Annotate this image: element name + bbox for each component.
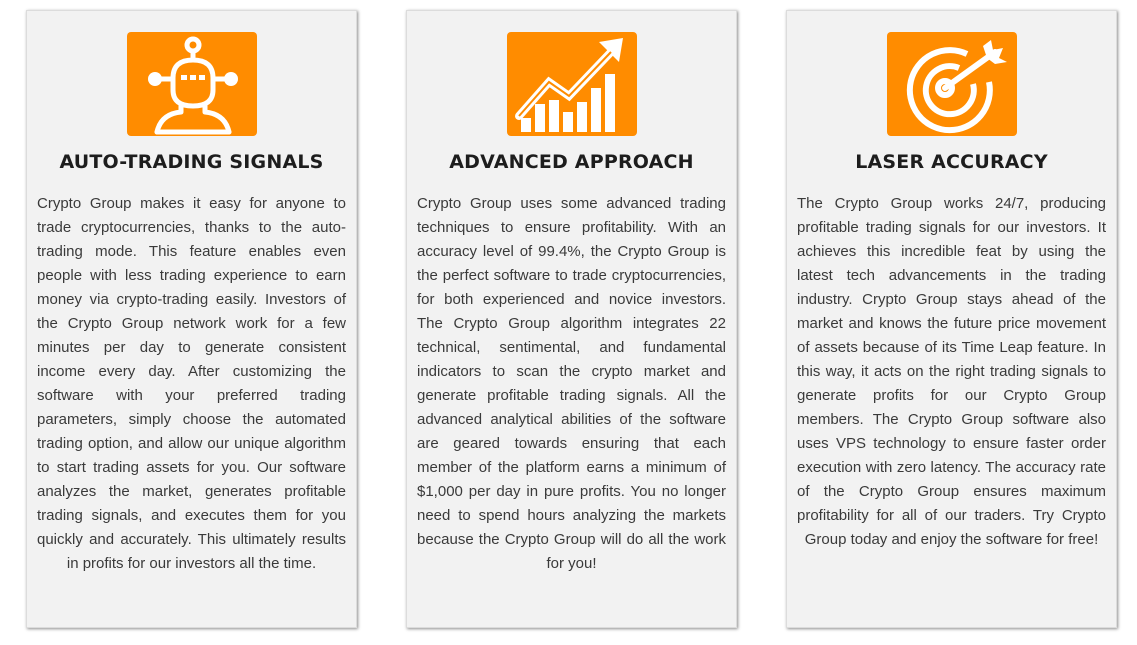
target-arrow-icon [887,32,1017,136]
feature-card-auto-trading [26,10,357,628]
card-title: ADVANCED APPROACH [449,151,694,173]
card-title: AUTO-TRADING SIGNALS [59,151,324,173]
card-description: Crypto Group makes it easy for anyone to trade cryptocurrencies, thanks to the auto-trading mode. This feature enables even people with less trading experience to earn money via crypto-trading easily. Investors of the Crypto Group network work for a few minutes per day to generate consistent income every day. After customizing the software with your preferred trading parameters, simply choose the automated trading option, and allow our unique algorithm to start trading assets for you. Our software analyzes the market, generates profitable trading signals, and executes them for you quickly and accurately. This ultimately results in profits for our investors all the time. [37,195,346,572]
feature-card-advanced-approach [406,10,737,628]
card-description: Crypto Group uses some advanced trading techniques to ensure profitability. With an accuracy level of 99.4%, the Crypto Group is the perfect software to trade cryptocurrencies, for both experienced and novice investors. The Crypto Group algorithm integrates 22 technical, sentimental, and fundamental indicators to scan the crypto market and generate profitable trading signals. All the advanced analytical abilities of the software are geared towards ensuring that each member of the platform earns a minimum of $1,000 per day in pure profits. You no longer need to spend hours analyzing the markets because the Crypto Group will do all the work for you! [417,195,726,572]
robot-icon [127,32,257,136]
card-title: LASER ACCURACY [855,151,1048,173]
feature-card-laser-accuracy [786,10,1117,628]
growth-chart-icon [507,32,637,136]
card-description: The Crypto Group works 24/7, producing profitable trading signals for our investors. It achieves this incredible feat by using the latest tech advancements in the trading industry. Crypto Group stays ahead of the market and knows the future price movement of assets because of its Time Leap feature. In this way, it acts on the right trading signals to generate profits for our Crypto Group members. The Crypto Group software also uses VPS technology to ensure faster order execution with zero latency. The accuracy rate of the Crypto Group ensures maximum profitability for all of our traders. Try Crypto Group today and enjoy the software for free! [797,195,1106,548]
